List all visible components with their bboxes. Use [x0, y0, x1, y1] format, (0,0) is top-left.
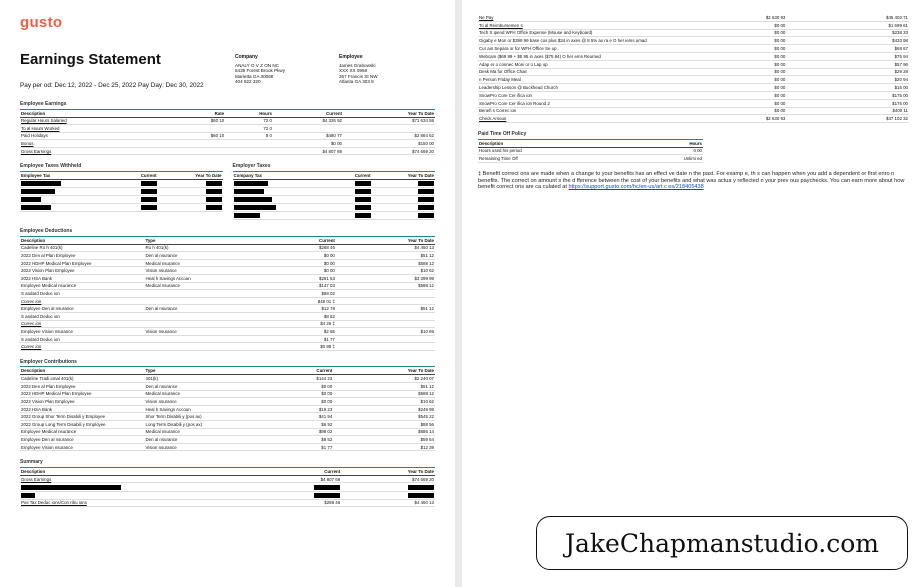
table-row: [20, 491, 435, 499]
table-row: 2022 Group Long Term Disabili y Employee Long Term Disabili y (pos ax) $6 92 $88 56: [21, 421, 434, 427]
reimbursements-table: [478, 14, 909, 123]
table-row: Adap er o connec Moni or o Lap op $0 00 $57 96: [479, 61, 908, 67]
table-row: Pos Tax Deduc ions/Con ribu ions $288 46 $4 460 13: [21, 500, 434, 506]
table-row: [233, 212, 436, 220]
table-row: Hours used his period 0 00: [479, 148, 702, 154]
redaction: [408, 485, 434, 490]
redaction: [418, 189, 434, 194]
table-row: Correc ion $0 88 ‡: [20, 343, 435, 351]
statement-page-2: [462, 0, 919, 587]
company-info: Company ANALY O V Z ON NC 5439 Forest Brook Pkwy Marietta GA 30068 404 822 320: [235, 54, 286, 85]
pto-table: Description Hours Hours used his period 0 00 Remaining Time Off Unlimi ed: [479, 140, 702, 162]
table-row: [20, 188, 223, 196]
table-row: To al Reimbursemen s $0 00 $1 699 61: [479, 22, 908, 28]
redaction: [234, 189, 264, 194]
table-row: Cadeline Tradi ional 401(k) 401(k) $144 23 $2 240 07: [21, 376, 434, 382]
redaction: [21, 189, 55, 194]
redaction: [21, 197, 41, 202]
table-row: Gross Earnings $4 807 69 $74 669 20: [21, 476, 434, 482]
redaction: [418, 181, 434, 186]
table-row: 2022 HSA Bank Heal h Savings Accoun $19 23 $249 99: [21, 406, 434, 412]
table-row: Employee Vision nsurance Vision nsurance $2 65 $10 69: [21, 328, 434, 334]
table-row: Regular Hours Salaried $60 10 72 0 $4 326 92 $71 634 58: [21, 118, 434, 124]
table-row: Webcam ($69 99 + $5 95 in axes ($75 94) O her ems Reurned $0 00 $75 94: [479, 53, 908, 59]
redaction: [234, 197, 272, 202]
redaction: [234, 205, 276, 210]
table-row: Bonus $0 00 $150 00: [21, 141, 434, 147]
statement-page-1: [0, 0, 455, 587]
table-row: Cur ain Separa or for WFH Office Se up $0 00 $68 67: [479, 45, 908, 52]
table-row: Employee Vision nsurance Vision nsurance $1 77 $12 39: [21, 444, 434, 450]
table-row: Correc ion $4 26 ‡: [20, 320, 435, 328]
watermark: JakeChapmanstudio.com: [536, 516, 908, 570]
table-row: [20, 196, 223, 204]
table-row: Gross Earnings $4 807 69 $74 669 20: [21, 148, 434, 154]
redaction: [355, 181, 371, 186]
table-row: 2022 Den al Plan Employee Den al nsurance $0 00 $51 12: [21, 383, 434, 389]
redaction: [141, 197, 157, 202]
table-row: [20, 204, 223, 212]
page-title: Earnings Statement: [20, 51, 161, 68]
table-row: 2022 Vision Plan Employee Vision nsurance $0 00 $10 62: [21, 399, 434, 405]
table-row: [20, 483, 435, 491]
employer-taxes: Employer Taxes Company Tax Current Year To Date: [233, 163, 436, 220]
table-row: SnowPro Core Cer ifica ion Round 2 $0 00 $175 00: [479, 100, 908, 106]
table-row: Benefi s Correc ion $0 00 $400 11: [479, 108, 908, 114]
table-row: To al Hours Worked 72 0: [20, 125, 435, 133]
redaction: [141, 205, 157, 210]
table-row: 2022 HDHP Medical Plan Employee Medical nsurance $0 00 $588 12: [21, 260, 434, 266]
table-row: 2022 Vision Plan Employee Vision nsurance $0 00 $10 62: [21, 268, 434, 274]
table-row: Desk Ma for Office Chair $0 00 $29 28: [479, 69, 908, 75]
redaction: [141, 189, 157, 194]
redaction: [355, 213, 371, 218]
deductions-table: Description Type Current Year To Date Cadeline Ro h 401(k) Ro h 401(k) $288 46 $4 460 13 2022 Den al Plan Employee Den al nsurance $0 00 $51 12 2022 HDHP Medical Plan Employee Medical nsurance $0 00 $588 12 2022 Vision Plan Employee Vision nsurance $0 00 $10 62 2022 HSA Bank Heal h Savings Accoun $261 53 $3 399 99 Employee Medical nsurance Medical nsurance $147 03 $588 12 S andard Deduc ion $98 02 Correc ion $49 01 ‡ Employee Den al nsurance Den al nsurance $12 78 $51 12 S andard Deduc ion $8 52 Correc ion $4 26 ‡ Employee Vision nsurance Vision nsurance $2 65 $10 69 S andard Deduc ion $1 77 Correc ion $0 88 ‡: [21, 237, 434, 350]
summary-section: Summary Description Current Year To Date Gross Earnings $4 807 69 $74 669 20 Pos Tax Deduc ions/Con ribu ions $288 46 $4 460 13: [20, 459, 434, 506]
table-row: S andard Deduc ion $1 77: [20, 335, 435, 343]
redaction: [141, 181, 157, 186]
employee-earnings-section: Employee Earnings Description Rate Hours Current Year To Date Regular Hours Salaried $60 10 72 0 $4 326 92 $71 634 58 To al Hours Worked 72 0 Paid Holidays $60 10 8 0 $480 77 $2 884 62 Bonus $0 00 $150 00 Gross Earnings $4 807 69 $74 669 20: [20, 101, 434, 154]
earnings-table: Description Rate Hours Current Year To Date Regular Hours Salaried $60 10 72 0 $4 326 92 $71 634 58 To al Hours Worked 72 0 Paid Holidays $60 10 8 0 $480 77 $2 884 62 Bonus $0 00 $150 00 Gross Earnings $4 807 69 $74 669 20: [21, 110, 434, 154]
redaction: [206, 197, 222, 202]
table-row: Tech S ipend WFH Office Expense (Mouse and Keyboard) $0 00 $238 33: [479, 30, 908, 36]
redaction: [206, 205, 222, 210]
table-row: 2022 Den al Plan Employee Den al nsurance $0 00 $51 12: [21, 253, 434, 259]
summary-table: Description Current Year To Date Gross Earnings $4 807 69 $74 669 20 Pos Tax Deduc ions/Con ribu ions $288 46 $4 460 13: [21, 468, 434, 506]
redaction: [206, 181, 222, 186]
contributions-table: Description Type Current Year To Date Cadeline Tradi ional 401(k) 401(k) $144 23 $2 240 07 2022 Den al Plan Employee Den al nsurance $0 00 $51 12 2022 HDHP Medical Plan Employee Medical nsurance $0 00 $588 12 2022 Vision Plan Employee Vision nsurance $0 00 $10 62 2022 HSA Bank Heal h Savings Accoun $19 23 $249 99 2022 Group Shor Term Disabili y Employee Shor Term Disabili y (pos ax) $41 94 $545 22 2022 Group Long Term Disabili y Employee Long Term Disabili y (pos ax) $6 92 $88 56 Employee Medical nsurance Medical nsurance $98 02 $686 14 Employee Den al nsurance Den al nsurance $8 52 $59 64 Employee Vision nsurance Vision nsurance $1 77 $12 39: [21, 368, 434, 450]
gusto-logo: gusto: [20, 14, 63, 31]
redaction: [314, 493, 340, 498]
table-row: n Person Friday Meal $0 00 $20 94: [479, 77, 908, 83]
table-row: 2022 HDHP Medical Plan Employee Medical nsurance $0 00 $588 12: [21, 391, 434, 397]
redaction: [418, 213, 434, 218]
table-row: Gigaby e Mon or $399 99 base cos plus $34 in axes @ 8 5% ax ra e O her iems umad $0 00 $433 98: [479, 38, 908, 44]
redaction: [21, 205, 51, 210]
employee-deductions-section: Employee Deductions Description Type Current Year To Date Cadeline Ro h 401(k) Ro h 401(k) $288 46 $4 460 13 2022 Den al Plan Employee Den al nsurance $0 00 $51 12 2022 HDHP Medical Plan Employee Medical nsurance $0 00 $588 12 2022 Vision Plan Employee Vision nsurance $0 00 $10 62 2022 HSA Bank Heal h Savings Accoun $261 53 $3 399 99 Employee Medical nsurance Medical nsurance $147 03 $588 12 S andard Deduc ion $98 02 Correc ion $49 01 ‡ Employee Den al nsurance Den al nsurance $12 78 $51 12 S andard Deduc ion $8 52 Correc ion $4 26 ‡ Employee Vision nsurance Vision nsurance $2 65 $10 69 S andard Deduc ion $1 77 Correc ion $0 88 ‡: [20, 228, 434, 350]
table-row: [20, 179, 223, 187]
redaction: [355, 197, 371, 202]
table-row: [233, 179, 436, 187]
table-row: Correc ion $49 01 ‡: [20, 297, 435, 305]
redaction: [355, 205, 371, 210]
table-row: Leadership Lesson @ Buckhead Church $0 00 $15 00: [479, 84, 908, 91]
table-row: Cadeline Ro h 401(k) Ro h 401(k) $288 46 $4 460 13: [21, 245, 434, 251]
table-row: Paid Holidays $60 10 8 0 $480 77 $2 884 62: [21, 133, 434, 139]
employer-contributions-section: Employer Contributions Description Type Current Year To Date Cadeline Tradi ional 401(k) 401(k) $144 23 $2 240 07 2022 Den al Plan Employee Den al nsurance $0 00 $51 12 2022 HDHP Medical Plan Employee Medical nsurance $0 00 $588 12 2022 Vision Plan Employee Vision nsurance $0 00 $10 62 2022 HSA Bank Heal h Savings Accoun $19 23 $249 99 2022 Group Shor Term Disabili y Employee Shor Term Disabili y (pos ax) $41 94 $545 22 2022 Group Long Term Disabili y Employee Long Term Disabili y (pos ax) $6 92 $88 56 Employee Medical nsurance Medical nsurance $98 02 $686 14 Employee Den al nsurance Den al nsurance $8 52 $59 64 Employee Vision nsurance Vision nsurance $1 77 $12 39: [20, 358, 434, 450]
table-row: Employee Den al nsurance Den al nsurance $12 78 $51 12: [21, 306, 434, 312]
table-row: SnowPro Core Cer ifica ion $0 00 $175 00: [479, 92, 908, 98]
table-row: Employee Medical nsurance Medical nsurance $147 03 $588 12: [21, 283, 434, 289]
redaction: [418, 205, 434, 210]
pay-period: Pay per od: Dec 12, 2022 - Dec 25, 2022 Pay Day: Dec 30, 2022: [20, 82, 204, 89]
redaction: [234, 181, 268, 186]
table-row: [233, 188, 436, 196]
redaction: [21, 181, 61, 186]
redaction: [21, 485, 121, 490]
table-row: Employee Den al nsurance Den al nsurance $8 52 $59 64: [21, 436, 434, 442]
table-row: [233, 204, 436, 212]
table-row: Remaining Time Off Unlimi ed: [479, 156, 702, 162]
employee-taxes-withheld: Employee Taxes Withheld Employee Tax Current Year To Date: [20, 163, 223, 220]
table-row: S andard Deduc ion $8 52: [20, 312, 435, 320]
table-row: 2022 Group Shor Term Disabili y Employee Shor Term Disabili y (pos ax) $41 94 $545 22: [21, 414, 434, 420]
statement-header: [20, 45, 435, 89]
page-gap: [455, 0, 462, 587]
employee-info: Employee James Grabowski XXX XX 0958 267 Francis St NW Atlanta GA 303 8: [339, 54, 378, 85]
redaction: [314, 485, 340, 490]
taxes-section: [20, 163, 435, 220]
redaction: [21, 493, 35, 498]
table-row: S andard Deduc ion $98 02: [20, 290, 435, 298]
support-link[interactable]: https://support.gusto.com/hc/en-us/art c es/218405438: [568, 184, 704, 191]
redaction: [206, 189, 222, 194]
table-row: Employee Medical nsurance Medical nsurance $98 02 $686 14: [21, 429, 434, 435]
pto-section: Paid Time Off Policy Description Hours Hours used his period 0 00 Remaining Time Off Unlimi ed: [478, 131, 702, 162]
benefit-correction-footnote: ‡ Benefit correct ons are made when a change to your benefits has an effect ve date n the past. For examp e, th s can happen when you add a dependent or first enro n benefits. The correct on amount s the d fference between the cost of your benefits and what was actua y reflected n your prev ous paychecks. You can earn more about how benefit correct ons are ca culated at https://support.gusto.com/hc/en-us/art c es/218405438: [478, 170, 905, 191]
table-row: 2022 HSA Bank Heal h Savings Accoun $261 53 $3 399 99: [21, 275, 434, 281]
redaction: [418, 197, 434, 202]
redaction: [408, 493, 434, 498]
table-row: Ne Pay $2 630 93 $45 402 71: [479, 14, 908, 20]
table-row: [233, 196, 436, 204]
redaction: [234, 213, 260, 218]
table-row: Check Amoun $2 630 93 $47 102 32: [479, 116, 908, 122]
redaction: [355, 189, 371, 194]
